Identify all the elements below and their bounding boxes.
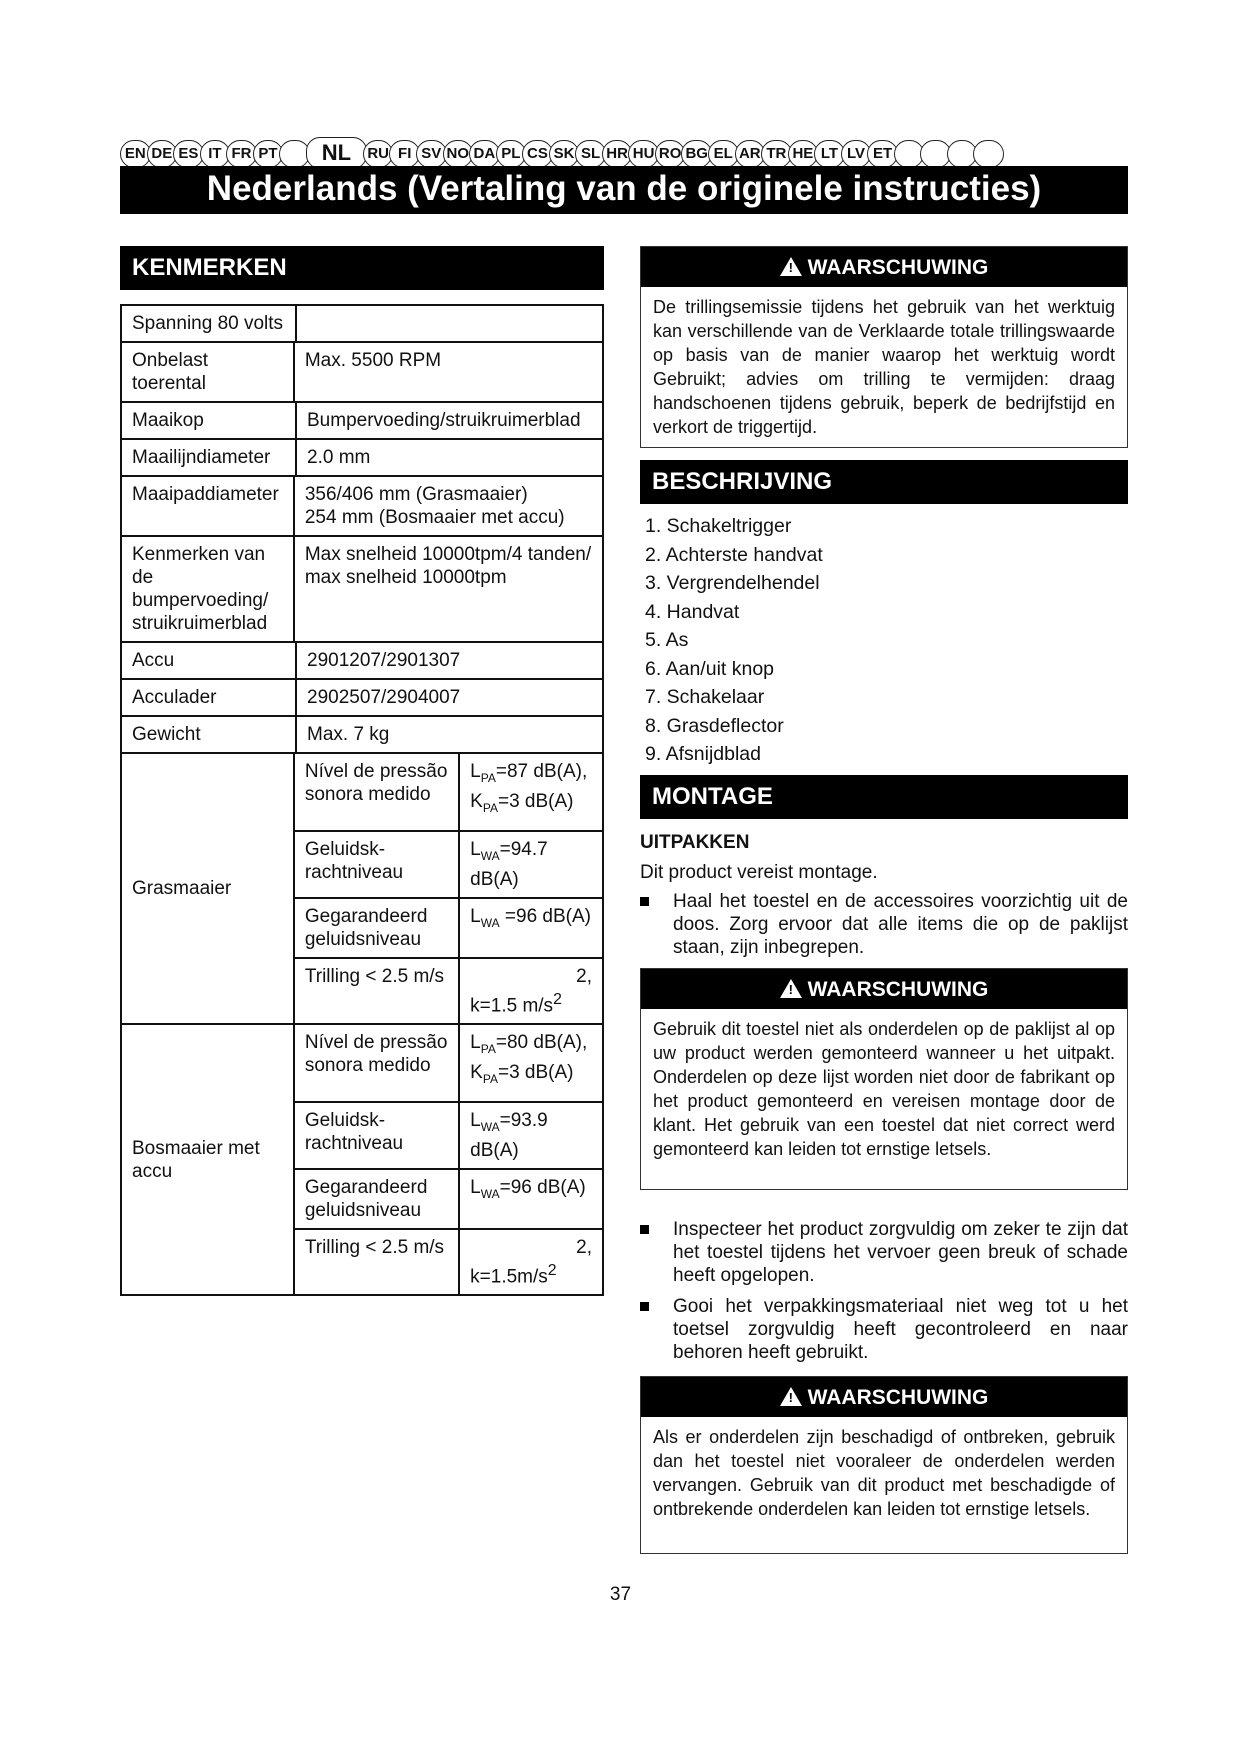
spec-label: Maaipaddiameter [121,476,294,536]
list-item: 6. Aan/uit knop [645,657,775,680]
table-row [121,642,603,679]
group-label: Grasmaaier [121,753,294,1024]
list-item: 9. Afsnijdblad [645,743,762,765]
list-item: 1. Schakeltrigger [645,515,792,537]
language-tab-no: NO [443,140,474,168]
bullet-item: Haal het toestel en de accessoires voorzichtig uit de doos. Zorg ervoor dat alle items die op de paklijst staan, zijn inbegrepen. [640,890,1128,959]
bullet-icon [640,897,649,906]
spec-label: Onbelast toerental [121,342,294,402]
page-number: 37 [609,1584,632,1605]
warning-header: ! WAARSCHUWING [641,247,1127,287]
measure-value: 2, k=1.5 $m/s^2$ [459,958,603,1024]
measure-value: 2, $k=1.5m/s^2$ [459,1229,603,1295]
table-row [121,439,603,476]
table-row [121,1024,603,1102]
measure-name: Geluidsk-rachtniveau [294,1102,459,1169]
language-tab-hr: HR [602,140,633,168]
language-tab-et: ET [867,140,898,168]
language-tab-sv: SV [416,140,447,168]
measure-value: $L_{WA}=93.9$ dB(A) [459,1102,603,1169]
measure-name: Gegarandeerd geluidsniveau [294,1169,459,1229]
specifications-table [120,304,604,1296]
language-tab-ar: AR [735,140,766,168]
page-title: Nederlands (Vertaling van de originele instructies) [120,166,1128,214]
spec-value: 356/406 mm (Grasmaaier) 254 mm (Bosmaaier met accu) [294,476,603,536]
language-tab-ro: RO [655,140,686,168]
table-row [121,753,603,831]
spec-value: Max. 7 kg [307,724,390,745]
warning-icon: ! [780,1387,802,1406]
warning-text: Als er onderdelen zijn beschadigd of ontbreken, gebruik dan het toestel niet vooraleer de onderdelen werden vervangen. Gebruik van dit product met beschadigde of ontbrekende onderdelen kan leiden tot ernstige letsels. [653,1427,1115,1519]
spec-label: Accu [122,643,297,678]
language-tab-nl: NL [306,137,367,169]
warning-text: Gebruik dit toestel niet als onderdelen op de paklijst al op uw product werden gemonteerd wanneer u het uitpakt. Onderdelen op deze lijst worden niet door de fabrikant op het product gemonteerd en vereisen montage door de klant. Het gebruik van een toestel dat niet correct werd gemonteerd kan leiden tot ernstige letsels. [653,1019,1115,1159]
warning-header: ! WAARSCHUWING [641,1377,1127,1417]
language-tab-fr: FR [226,140,257,168]
table-row [121,536,603,642]
language-tab-ru: RU [363,140,394,168]
measure-name: Trilling < 2.5 m/s [294,1229,459,1295]
spec-label: Maailijndiameter [122,440,297,475]
spec-value: 2902507/2904007 [307,687,461,708]
language-tab-it: IT [200,140,231,168]
list-item: 5. As [645,629,689,651]
spec-value: Bumpervoeding/struikruimerblad [307,410,581,431]
language-tab-pt: PT [253,140,284,168]
list-item: 7. Schakelaar [645,686,765,708]
measure-value: $L_{WA}=96$ dB(A) [459,1169,603,1229]
table-row [121,305,603,342]
language-tab-cs: CS [522,140,553,168]
group-label: Bosmaaier met accu [121,1024,294,1295]
spec-label: Gewicht [122,717,297,752]
language-tab-lv: LV [841,140,872,168]
measure-name: Geluidsk-rachtniveau [294,831,459,898]
warning-box [640,246,1128,448]
spec-value: 2901207/2901307 [307,650,461,671]
unpacking-heading: UITPAKKEN [640,832,750,853]
spec-label: Kenmerken van de bumpervoeding/ struikruimerblad [121,536,294,642]
warning-icon: ! [780,979,802,998]
language-tab-da: DA [469,140,500,168]
warning-box [640,968,1128,1190]
assembly-heading: MONTAGE [640,775,1128,819]
table-row [121,342,603,402]
language-tab-fi: FI [389,140,420,168]
spec-label: Acculader [122,680,297,715]
warning-header: ! WAARSCHUWING [641,969,1127,1009]
list-item: 3. Vergrendelhendel [645,572,820,594]
language-tab-hu: HU [628,140,659,168]
language-tab-el: EL [708,140,739,168]
language-tab-empty [973,140,1004,168]
language-tab-tr: TR [761,140,792,168]
table-row [121,476,603,536]
assembly-intro: Dit product vereist montage. [640,862,878,883]
measure-name: Trilling < 2.5 m/s [294,958,459,1024]
features-heading: KENMERKEN [120,246,604,290]
language-tab-en: EN [120,140,151,168]
language-tab-sl: SL [575,140,606,168]
bullet-icon [640,1302,649,1311]
measure-value: $L_{WA} =96$ dB(A) [459,898,603,958]
spec-label: Maaikop [122,403,297,438]
table-row [121,716,603,753]
description-heading: BESCHRIJVING [640,460,1128,504]
language-tab-he: HE [788,140,819,168]
measure-name: Gegarandeerd geluidsniveau [294,898,459,958]
measure-name: Nível de pressão sonora medido [294,753,459,831]
table-row [121,679,603,716]
list-item: 2. Achterste handvat [645,543,823,566]
language-tab-de: DE [147,140,178,168]
measure-value: $L_{PA}=87$ dB(A), $K_{PA}=3$ dB(A) [459,753,603,831]
measure-name: Nível de pressão sonora medido [294,1024,459,1102]
language-tab-bg: BG [681,140,712,168]
spec-label: Spanning 80 volts [122,306,297,341]
measure-value: $L_{PA}=80$ dB(A), $K_{PA}=3$ dB(A) [459,1024,603,1102]
spec-value: Max snelheid 10000tpm/4 tanden/ max snelheid 10000tpm [294,536,603,642]
spec-value: Max. 5500 RPM [294,342,603,402]
spec-value [297,306,317,341]
language-tab-lt: LT [814,140,845,168]
bullet-item: Inspecteer het product zorgvuldig om zeker te zijn dat het toestel tijdens het vervoer geen breuk of schade heeft opgelopen. [640,1218,1128,1287]
list-item: 8. Grasdeflector [645,714,784,737]
language-tab-sk: SK [549,140,580,168]
list-item: 4. Handvat [645,600,740,623]
bullet-item: Gooi het verpakkingsmateriaal niet weg tot u het toetsel zorgvuldig heeft gecontroleerd en naar behoren heeft gebruikt. [640,1295,1128,1364]
bullet-icon [640,1225,649,1234]
warning-icon: ! [780,257,802,276]
warning-box [640,1376,1128,1554]
measure-value: $L_{WA}=94.7$ dB(A) [459,831,603,898]
table-row [121,402,603,439]
language-tab-pl: PL [496,140,527,168]
spec-value: 2.0 mm [307,447,371,468]
language-tab-es: ES [173,140,204,168]
warning-text: De trillingsemissie tijdens het gebruik van het werktuig kan verschillende van de Verklaarde totale trillingswaarde op basis van de manier waarop het werktuig wordt Gebruikt; advies om trilling te vermijden: draag handschoenen tijdens gebruik, beperk de bedrijfstijd en verkort de triggertijd. [653,297,1115,437]
parts-list [645,512,823,769]
